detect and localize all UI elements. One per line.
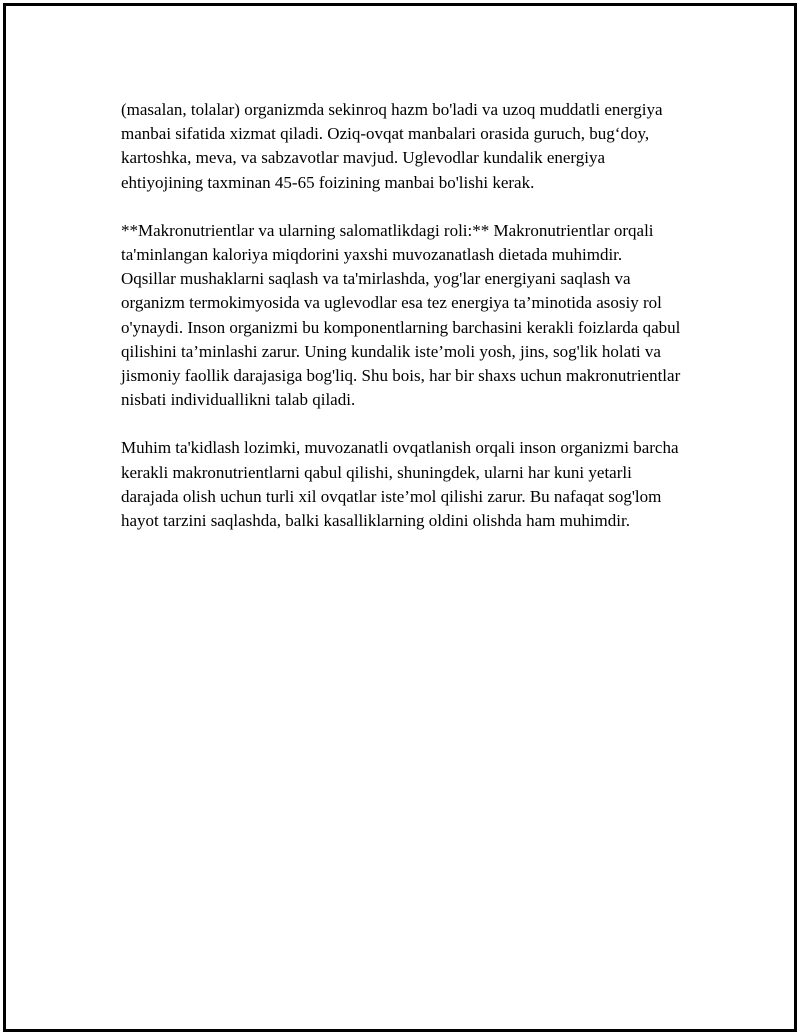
document-body: [121, 98, 681, 557]
paragraph-macronutrients-role: **Makronutrientlar va ularning salomatlikdagi roli:** Makronutrientlar orqali ta'minlangan kaloriya miqdorini yaxshi muvozanatlash dietada muhimdir. Oqsillar mushaklarni saqlash va ta'mirlashda, yog'lar energiyani saqlash va organizm termokimyosida va uglevodlar esa tez energiya ta’minotida asosiy rol o'ynaydi. Inson organizmi bu komponentlarning barchasini kerakli foizlarda qabul qilishini ta’minlashi zarur. Uning kundalik iste’moli yosh, jins, sog'lik holati va jismoniy faollik darajasiga bog'liq. Shu bois, har bir shaxs uchun makronutrientlar nisbati individuallikni talab qiladi.: [121, 220, 681, 410]
paragraph-balanced-nutrition: Muhim ta'kidlash lozimki, muvozanatli ovqatlanish orqali inson organizmi barcha kerakli makronutrientlarni qabul qilishi, shuningdek, ularni har kuni yetarli darajada olish uchun turli xil ovqatlar iste’mol qilishi zarur. Bu nafaqat sog'lom hayot tarzini saqlashda, balki kasalliklarning oldini olishda ham muhimdir.: [121, 438, 679, 531]
document-page: [3, 3, 797, 1032]
paragraph-carbohydrates-continued: (masalan, tolalar) organizmda sekinroq hazm bo'ladi va uzoq muddatli energiya manbai sifatida xizmat qiladi. Oziq-ovqat manbalari orasida guruch, bug‘doy, kartoshka, meva, va sabzavotlar mavjud. Uglevodlar kundalik energiya ehtiyojining taxminan 45-65 foizining manbai bo'lishi kerak.: [121, 100, 663, 192]
